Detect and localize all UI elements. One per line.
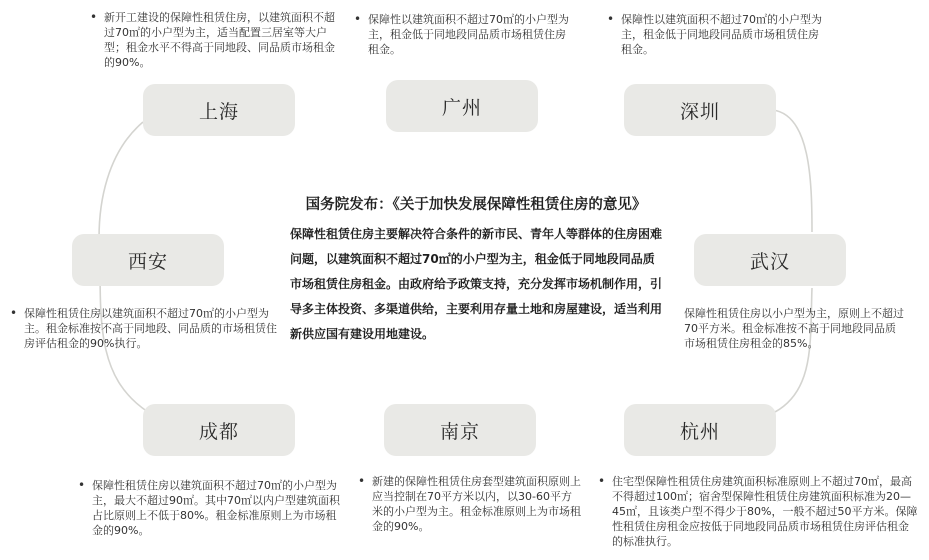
note-nanjing xyxy=(358,474,582,534)
bullet-icon: • xyxy=(78,478,86,492)
note-shenzhen-text: 保障性以建筑面积不超过70㎡的小户型为主，租金低于同地段同品质市场租赁住房租金。 xyxy=(621,13,822,56)
bullet-icon: • xyxy=(90,10,98,24)
note-shenzhen xyxy=(607,12,827,57)
bullet-icon: • xyxy=(10,306,18,320)
city-box-hangzhou: 杭州 xyxy=(624,404,776,456)
note-guangzhou xyxy=(354,12,574,57)
note-hangzhou-text: 住宅型保障性租赁住房建筑面积标准原则上不超过70㎡，最高不得超过100㎡；宿舍型保障性租赁住房建筑面积标准为20—45㎡，且该类户型不得少于80%，一般不超过50平方米。保障性租赁住房租金应按低于同地段同品质市场租赁住房评估租金的标准执行。 xyxy=(612,475,918,548)
note-hangzhou xyxy=(598,474,918,549)
city-box-nanjing: 南京 xyxy=(384,404,536,456)
center-body: 保障性租赁住房主要解决符合条件的新市民、青年人等群体的住房困难问题，以建筑面积不超过70㎡的小户型为主，租金低于同地段同品质市场租赁住房租金。由政府给予政策支持，充分发挥市场机制作用，引导多主体投资、多渠道供给，主要利用存量土地和房屋建设，适当利用新供应国有建设用地建设。 xyxy=(290,227,663,341)
note-shanghai-text: 新开工建设的保障性租赁住房，以建筑面积不超过70㎡的小户型为主，适当配置三居室等大户型；租金水平不得高于同地段、同品质市场租金的90%。 xyxy=(104,11,335,69)
note-guangzhou-text: 保障性以建筑面积不超过70㎡的小户型为主，租金低于同地段同品质市场租赁住房租金。 xyxy=(368,13,569,56)
bullet-icon: • xyxy=(598,474,606,488)
city-box-guangzhou: 广州 xyxy=(386,80,538,132)
note-wuhan-text: 保障性租赁住房以小户型为主，原则上不超过70平方米。租金标准按不高于同地段同品质市场租赁住房租金的85%。 xyxy=(684,307,904,350)
bullet-icon: • xyxy=(607,12,615,26)
city-box-chengdu: 成都 xyxy=(143,404,295,456)
center-title: 国务院发布：《关于加快发展保障性租赁住房的意见》 xyxy=(305,197,647,213)
city-box-wuhan: 武汉 xyxy=(694,234,846,286)
center-summary xyxy=(290,193,662,347)
note-wuhan xyxy=(684,306,906,351)
note-nanjing-text: 新建的保障性租赁住房套型建筑面积原则上应当控制在70平方米以内，以30-60平方米的小户型为主。租金标准原则上为市场租金的90%。 xyxy=(372,475,581,533)
city-box-shenzhen: 深圳 xyxy=(624,84,776,136)
city-box-shanghai: 上海 xyxy=(143,84,295,136)
bullet-icon: • xyxy=(354,12,362,26)
note-chengdu xyxy=(78,478,342,538)
note-xian xyxy=(10,306,284,351)
note-chengdu-text: 保障性租赁住房以建筑面积不超过70㎡的小户型为主，最大不超过90㎡。其中70㎡以内户型建筑面积占比原则上不低于80%。租金标准原则上为市场租金的90%。 xyxy=(92,479,340,537)
note-xian-text: 保障性租赁住房以建筑面积不超过70㎡的小户型为主。租金标准按不高于同地段、同品质的市场租赁住房评估租金的90%执行。 xyxy=(24,307,277,350)
note-shanghai xyxy=(90,10,342,70)
city-box-xian: 西安 xyxy=(72,234,224,286)
bullet-icon: • xyxy=(358,474,366,488)
